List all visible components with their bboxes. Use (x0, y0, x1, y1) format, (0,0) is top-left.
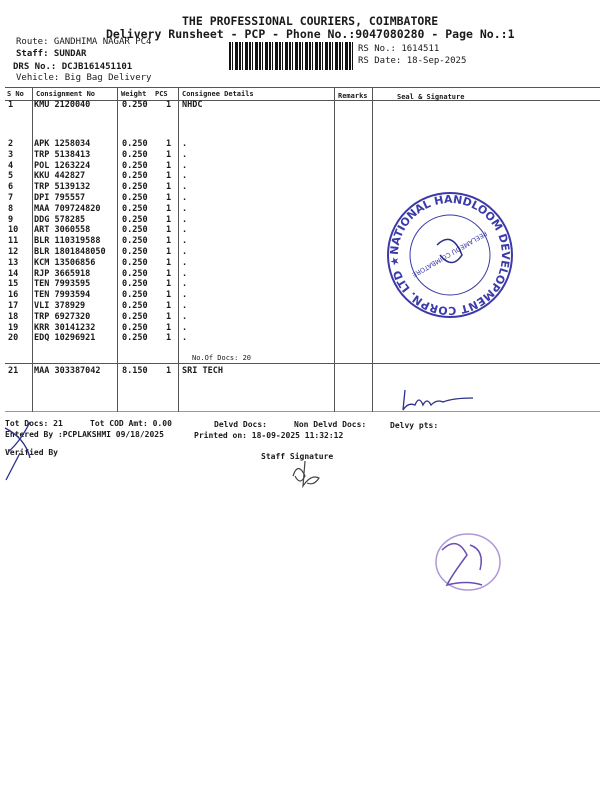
sno: 14 (8, 268, 19, 279)
pcs: 1 (166, 171, 172, 182)
consignment-no: BLR 1801848050 (34, 247, 106, 257)
weight: 0.250 (122, 203, 148, 214)
verified-by: Verified By (5, 448, 58, 457)
col-remarks: Remarks (338, 92, 368, 100)
pcs: 1 (166, 311, 172, 322)
consignee: . (182, 149, 188, 160)
weight: 0.250 (122, 290, 148, 301)
col-consignee: Consignee Details (182, 90, 254, 98)
weight: 0.250 (122, 182, 148, 193)
pcs: 1 (166, 139, 172, 149)
svg-text:NATIONAL HANDLOOM DEVELOPMENT: NATIONAL HANDLOOM DEVELOPMENT CORPN. LTD ★ (387, 192, 513, 318)
weight: 0.250 (122, 193, 148, 203)
verifier-signature (0, 418, 40, 483)
col-seal: Seal & Signature (397, 93, 465, 101)
sno: 13 (8, 257, 19, 268)
weight: 0.250 (122, 160, 148, 171)
table-row (0, 247, 380, 258)
sno: 16 (8, 290, 19, 301)
consignee: . (182, 322, 188, 333)
pcs: 1 (166, 268, 172, 279)
sno: 9 (8, 214, 14, 225)
consignee-signature (395, 385, 485, 415)
consignee: . (182, 311, 188, 322)
rs-date: RS Date: 18-Sep-2025 (358, 56, 467, 66)
sno: 2 (8, 139, 14, 149)
table-row (0, 225, 380, 236)
table-row (0, 215, 380, 226)
consignment-no: BLR 110319588 (34, 236, 101, 247)
barcode (229, 42, 355, 70)
consignment-no: RJP 3665918 (34, 268, 91, 279)
runsheet-title: Delivery Runsheet - PCP - Phone No.:9047080280 - Page No.:1 (106, 27, 515, 41)
consignee: . (182, 333, 188, 344)
table-row (0, 100, 380, 111)
consignment-no: VLI 378929 (34, 301, 86, 311)
consignee: . (182, 279, 188, 290)
sno: 15 (8, 279, 19, 290)
purple-stamp (430, 530, 505, 595)
weight: 0.250 (122, 171, 148, 182)
col-consignment: Consignment No (36, 90, 96, 98)
sno: 17 (8, 301, 19, 311)
pcs: 1 (166, 149, 172, 160)
consignee: NHDC (182, 100, 203, 110)
consignment-no: ART 3060558 (34, 225, 91, 236)
weight: 0.250 (122, 225, 148, 236)
weight: 0.250 (122, 214, 148, 225)
table-row (0, 269, 380, 280)
printed-on: Printed on: 18-09-2025 11:32:12 (194, 431, 344, 440)
consignee: . (182, 236, 188, 247)
staff-signature: Staff Signature (261, 452, 334, 461)
consignment-no: DDG 578285 (34, 214, 86, 225)
consignee: SRI TECH (182, 366, 223, 376)
pcs: 1 (166, 322, 172, 333)
seal-stamp (385, 190, 515, 320)
tot-docs: Tot Docs: 21 (5, 419, 63, 428)
staff: Staff: SUNDAR (16, 49, 87, 59)
svg-text:PEELAMEDU COIMBATORE: PEELAMEDU COIMBATORE (410, 229, 489, 279)
consignment-no: DPI 795557 (34, 193, 86, 203)
consignment-no: APK 1258034 (34, 139, 91, 149)
consignment-no: TRP 6927320 (34, 311, 91, 322)
sno: 11 (8, 236, 19, 247)
table-row (0, 204, 380, 215)
delvd-docs: Delvd Docs: (214, 420, 267, 429)
weight: 0.250 (122, 236, 148, 247)
consignment-no: MAA 709724820 (34, 203, 101, 214)
consignment-no: EDQ 10296921 (34, 333, 96, 344)
consignment-no: KMU 2120040 (34, 100, 91, 110)
col-sno: S No (7, 90, 24, 98)
col-weight: Weight (121, 90, 147, 98)
sno: 20 (8, 333, 19, 344)
table-row (0, 236, 380, 247)
consignment-no: KRR 30141232 (34, 322, 96, 333)
consignment-no: POL 1263224 (34, 160, 91, 171)
sno: 5 (8, 171, 14, 182)
weight: 0.250 (122, 333, 148, 344)
sno: 19 (8, 322, 19, 333)
company-name: THE PROFESSIONAL COURIERS, COIMBATORE (182, 14, 439, 28)
pcs: 1 (166, 236, 172, 247)
consignee: . (182, 182, 188, 193)
pcs: 1 (166, 257, 172, 268)
weight: 0.250 (122, 139, 148, 149)
sno: 10 (8, 225, 19, 236)
pcs: 1 (166, 279, 172, 290)
weight: 0.250 (122, 100, 148, 110)
consignment-no: TRP 5138413 (34, 149, 91, 160)
consignment-no: KCM 13506856 (34, 257, 96, 268)
pcs: 1 (166, 333, 172, 344)
table-row (0, 312, 380, 323)
staff-signature-mark (283, 456, 328, 491)
consignment-no: TEN 7993595 (34, 279, 91, 290)
sno: 12 (8, 247, 19, 257)
delvy-pts: Delvy pts: (390, 421, 439, 430)
pcs: 1 (166, 225, 172, 236)
weight: 0.250 (122, 301, 148, 311)
pcs: 1 (166, 301, 172, 311)
consignee: . (182, 193, 188, 203)
sno: 4 (8, 160, 14, 171)
table-row (0, 258, 380, 269)
sno: 3 (8, 149, 14, 160)
pcs: 1 (166, 203, 172, 214)
table-row (0, 333, 380, 344)
table-row (0, 171, 380, 182)
consignment-no: MAA 303387042 (34, 366, 101, 376)
consignee: . (182, 268, 188, 279)
weight: 8.150 (122, 366, 148, 376)
weight: 0.250 (122, 268, 148, 279)
consignment-no: TRP 5139132 (34, 182, 91, 193)
consignee: . (182, 247, 188, 257)
table-row (0, 279, 380, 290)
table-row (0, 139, 380, 150)
entered-by: Entered By :PCPLAKSHMI 09/18/2025 (5, 430, 164, 439)
table-row (0, 301, 380, 312)
pcs: 1 (166, 247, 172, 257)
pcs: 1 (166, 100, 172, 110)
pcs: 1 (166, 193, 172, 203)
consignee: . (182, 214, 188, 225)
sno: 18 (8, 311, 19, 322)
no-of-docs: No.Of Docs: 20 (192, 354, 252, 362)
sno: 1 (8, 100, 14, 110)
table-row (0, 323, 380, 334)
route: Route: GANDHIMA NAGAR PC4 (16, 37, 152, 47)
weight: 0.250 (122, 149, 148, 160)
consignee: . (182, 225, 188, 236)
table-row (0, 150, 380, 161)
tot-cod: Tot COD Amt: 0.00 (90, 419, 172, 428)
non-delvd-docs: Non Delvd Docs: (294, 420, 367, 429)
vehicle: Vehicle: Big Bag Delivery (16, 73, 152, 83)
consignee: . (182, 171, 188, 182)
drs-no: DRS No.: DCJB161451101 (13, 62, 133, 72)
pcs: 1 (166, 214, 172, 225)
pcs: 1 (166, 182, 172, 193)
pcs: 1 (166, 160, 172, 171)
consignee: . (182, 257, 188, 268)
consignee: . (182, 301, 188, 311)
consignment-no: KKU 442827 (34, 171, 86, 182)
table-row (0, 193, 380, 204)
sno: 7 (8, 193, 14, 203)
table-row (0, 182, 380, 193)
col-pcs: PCS (155, 90, 168, 98)
consignee: . (182, 139, 188, 149)
rs-no: RS No.: 1614511 (358, 44, 440, 54)
weight: 0.250 (122, 257, 148, 268)
consignment-no: TEN 7993594 (34, 290, 91, 301)
table-row (0, 290, 380, 301)
table-row (0, 161, 380, 172)
pcs: 1 (166, 290, 172, 301)
pcs: 1 (166, 366, 172, 376)
weight: 0.250 (122, 247, 148, 257)
table-row (0, 366, 380, 377)
sno: 8 (8, 203, 14, 214)
consignee: . (182, 160, 188, 171)
weight: 0.250 (122, 279, 148, 290)
weight: 0.250 (122, 322, 148, 333)
sno: 6 (8, 182, 14, 193)
weight: 0.250 (122, 311, 148, 322)
consignee: . (182, 290, 188, 301)
sno: 21 (8, 366, 19, 376)
consignee: . (182, 203, 188, 214)
